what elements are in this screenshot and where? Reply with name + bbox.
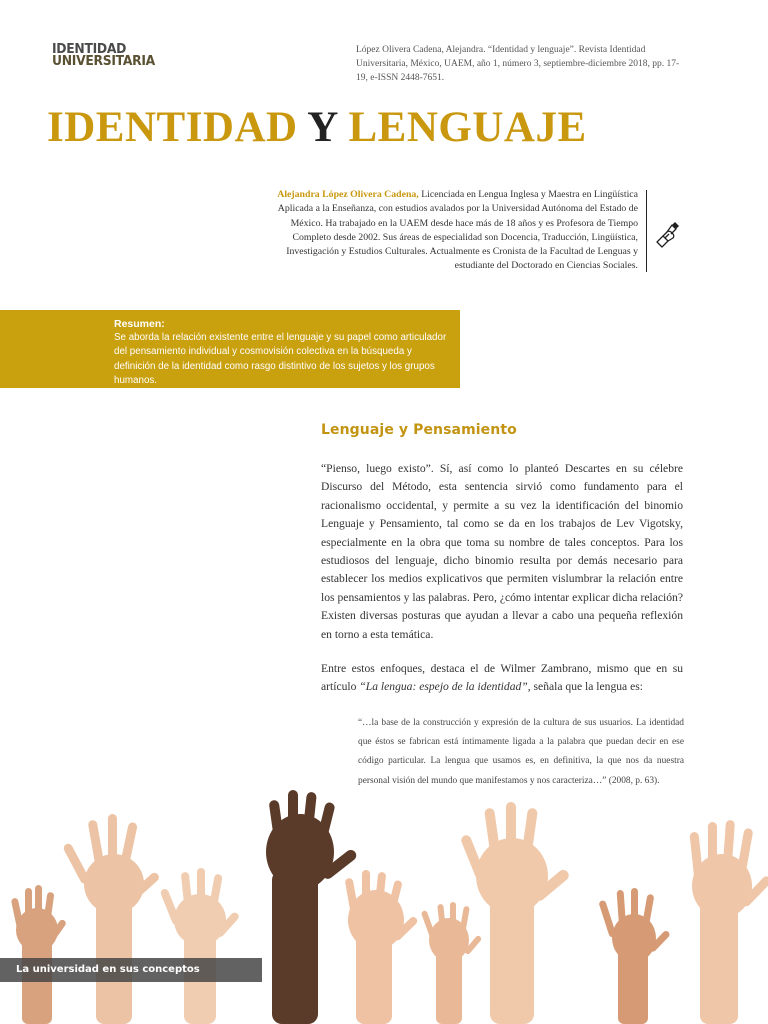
logo-line-2: UNIVERSITARIA <box>52 54 155 69</box>
title-word-2: Y <box>307 104 338 151</box>
author-bio-text: Licenciada en Lengua Inglesa y Maestra en Lingüística Aplicada a la Enseñanza, con estudios avalados por la Universidad Autónoma del Estado de México. Ha trabajado en la UAEM desde hace más de 18 años y es Profesora de Tiempo Completo desde 2002. Sus áreas de especialidad son Docencia, Traducción, Lingüística, Investigación y Estudios Culturales. Actualmente es Cronista de la Facultad de Lenguas y estudiante del Doctorado en Ciencias Sociales. <box>277 189 638 272</box>
hand-5 <box>345 870 419 1024</box>
hand-3 <box>160 868 241 1024</box>
hand-2 <box>62 814 161 1024</box>
hand-1 <box>11 885 67 1024</box>
citation: López Olivera Cadena, Alejandra. “Identidad y lenguaje”. Revista Identidad Universitaria, México, UAEM, año 1, número 3, septiembre-diciembre 2018, pp. 17-19, e-ISSN 2448-7651. <box>356 45 680 83</box>
abstract-text: Se aborda la relación existente entre el lenguaje y su papel como articulador del pensamiento individual y cosmovisión colectiva en la búsqueda y definición de la identidad como rasgo distintivo de los sujetos y los grupos humanos. <box>114 332 447 387</box>
paragraph-2-end: , señala que la lengua es: <box>527 680 643 694</box>
hand-9 <box>689 820 768 1024</box>
logo-line-1: IDENTIDAD <box>52 42 127 57</box>
hand-8 <box>598 888 671 1024</box>
abstract-label: Resumen: <box>114 318 165 330</box>
author-divider <box>646 190 647 272</box>
title-word-3: LENGUAJE <box>348 104 587 151</box>
paragraph-2-start: Entre estos enfoques, destaca el de Wilmer Zambrano, mismo que en su artículo <box>321 662 683 694</box>
hand-7 <box>460 802 571 1024</box>
article-title <box>47 100 587 156</box>
block-quote: “…la base de la construcción y expresión de la cultura de sus usuarios. La identidad que éstos se fabrican está íntimamente ligada a la palabra que puedan decir en ese código particular. La lengua que usamos es, en definitiva, la que nos da nuestra personal visión del mundo que manifestamos y nos caracteriza…” (2008, p. 63). <box>358 718 684 786</box>
title-word-1: IDENTIDAD <box>47 104 298 151</box>
paragraph-2 <box>321 660 683 697</box>
author-name: Alejandra López Olivera Cadena, <box>277 189 419 200</box>
pen-hand-icon <box>651 220 681 250</box>
paragraph-1: “Pienso, luego existo”. Sí, así como lo planteó Descartes en su célebre Discurso del Método, esta sentencia sirvió como fundamento para el racionalismo occidental, y permite a su vez la identificación del binomio Lenguaje y Pensamiento, tal como se da en los trabajos de Lev Vigotsky, especialmente en la obra que toma su nombre de tales conceptos. Para los estudiosos del lenguaje, dicho binomio resulta por demás necesario para establecer los medios explicativos que permiten vislumbrar la relación entre los pensamientos y las palabras. Pero, ¿cómo intentar explicar dicha relación? Existen diversas posturas que ayudan a llevar a cabo una pequeña reflexión en torno a esta temática. <box>321 462 683 641</box>
raised-hands-illustration <box>0 780 768 1024</box>
hand-4 <box>266 790 358 1024</box>
journal-logo <box>52 42 155 72</box>
hand-6 <box>421 902 483 1024</box>
abstract-box <box>0 310 460 388</box>
section-footer-band: La universidad en sus conceptos <box>0 958 262 982</box>
author-bio <box>270 188 638 274</box>
section-heading: Lenguaje y Pensamiento <box>321 422 517 438</box>
article-reference: “La lengua: espejo de la identidad” <box>359 680 528 694</box>
